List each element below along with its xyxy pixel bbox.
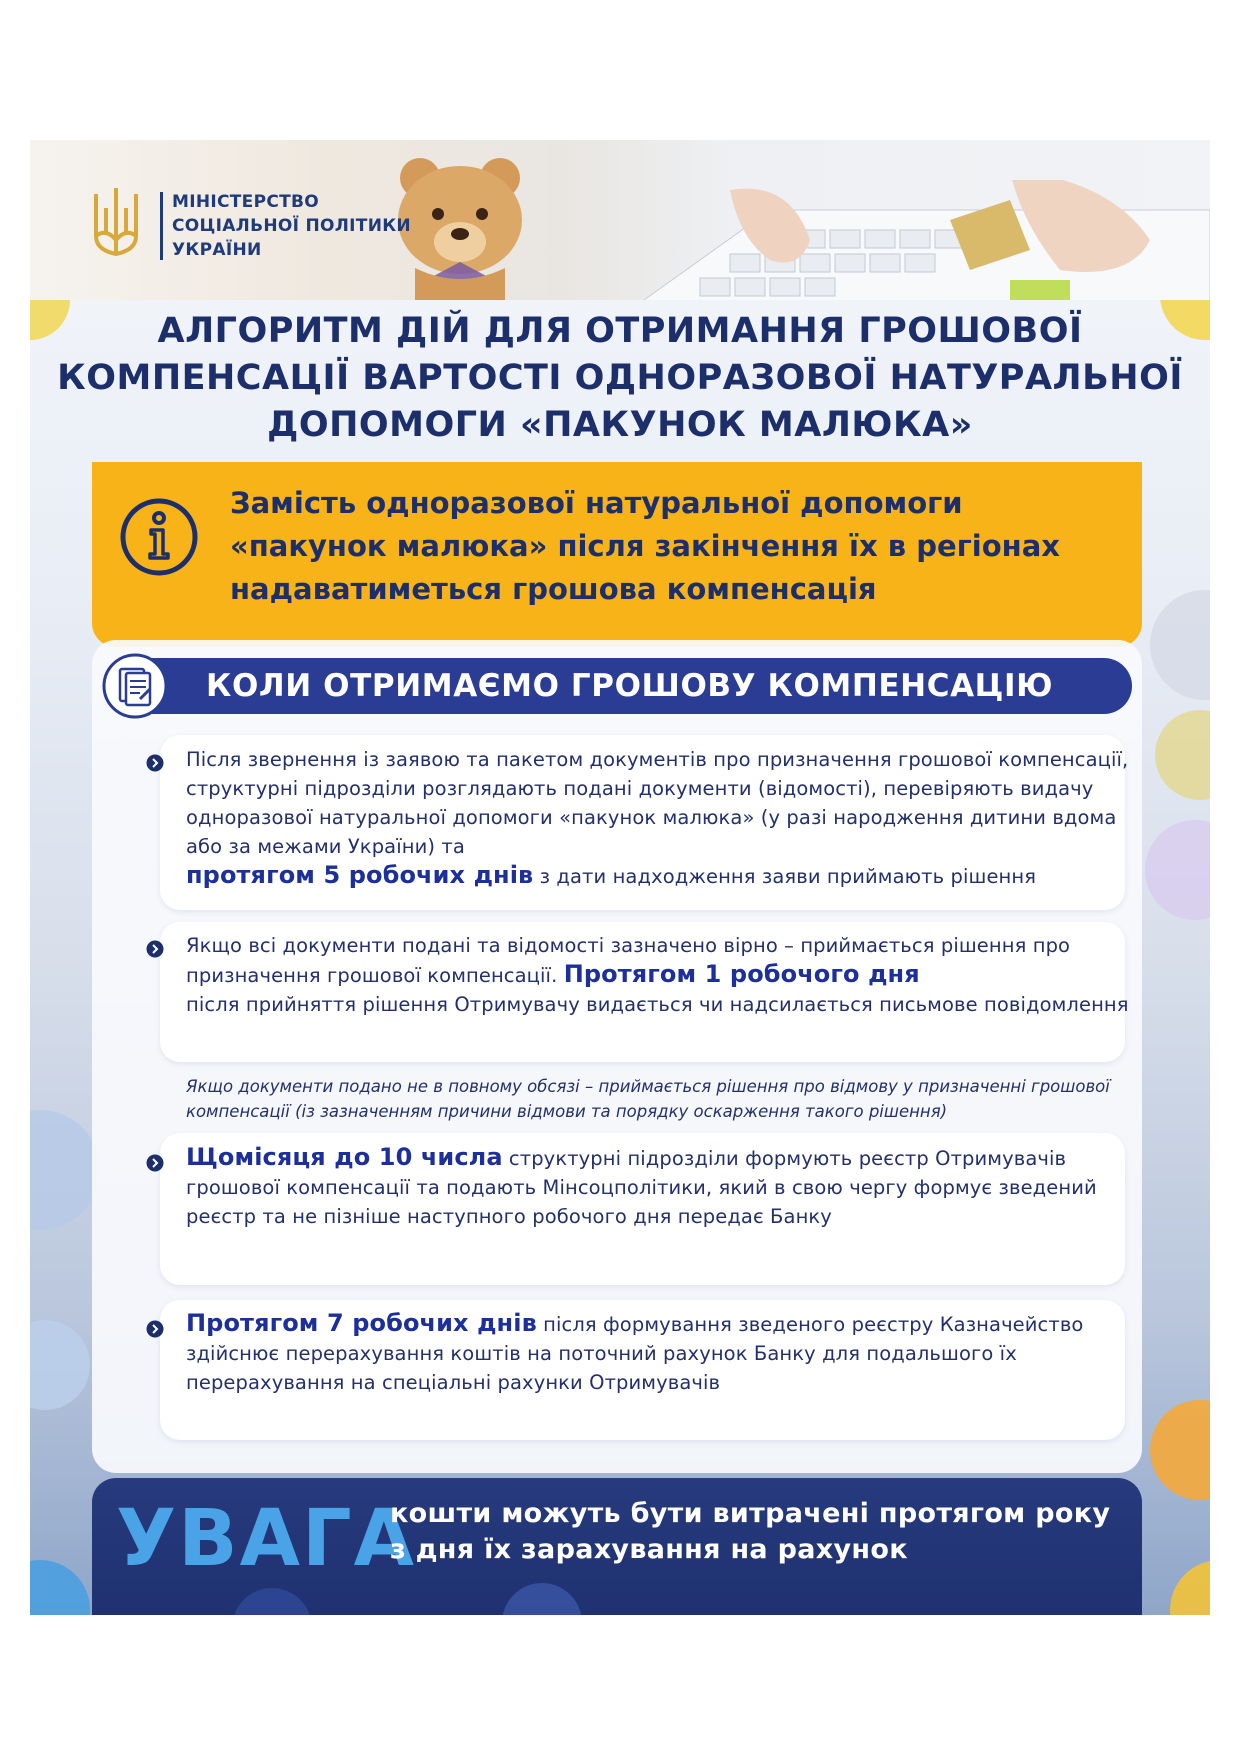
decor-circle <box>232 1588 312 1615</box>
title-line: КОМПЕНСАЦІЇ ВАРТОСТІ ОДНОРАЗОВОЇ НАТУРАЛЬНОЇ <box>57 358 1183 398</box>
attention-line: з дня їх зарахування на рахунок <box>390 1534 908 1565</box>
ministry-line: УКРАЇНИ <box>172 240 262 260</box>
info-icon <box>118 496 200 578</box>
step-emphasis: Протягом 1 робочого дня <box>563 960 920 988</box>
bullet-arrow-icon <box>146 1154 164 1172</box>
decor-circle <box>1155 710 1210 800</box>
step-emphasis: Протягом 7 робочих днів <box>186 1309 537 1337</box>
keyboard-icon <box>590 180 1210 300</box>
decor-circle <box>1170 1560 1210 1615</box>
info-line: надаватиметься грошова компенсація <box>230 572 877 606</box>
step-body: Якщо всі документи подані та відомості зазначено вірно – приймається рішення про призначення грошової компенсації. <box>186 934 1071 987</box>
bullet-arrow-icon <box>146 754 164 772</box>
info-text <box>230 482 1110 611</box>
decor-circle <box>502 1583 582 1615</box>
trident-icon <box>88 184 144 264</box>
step-text <box>186 745 1136 891</box>
attention-line: кошти можуть бути витрачені протягом року <box>390 1498 1111 1529</box>
info-banner <box>92 462 1142 647</box>
step-body: Після звернення із заявою та пакетом документів про призначення грошової компенсації, структурні підрозділи розглядають подані документи (відомості), перевіряють видачу одноразової натуральної допомоги «пакунок малюка» (у разі народження дитини вдома або за межами України) та <box>186 748 1129 858</box>
step-text <box>186 1309 1136 1397</box>
decor-circle <box>30 1560 90 1615</box>
step-body: з дати надходження заяви приймають рішення <box>533 865 1037 888</box>
title-line: ДОПОМОГИ «ПАКУНОК МАЛЮКА» <box>267 405 973 445</box>
title-line: АЛГОРИТМ ДІЙ ДЛЯ ОТРИМАННЯ ГРОШОВОЇ <box>157 311 1083 351</box>
refusal-note: Якщо документи подано не в повному обсязі – приймається рішення про відмову у призначенні грошової компенсації (із зазначенням причини відмови та порядку оскарження такого рішення) <box>186 1077 1110 1121</box>
section-heading-bar <box>106 658 1132 714</box>
decor-circle <box>1150 1400 1210 1500</box>
attention-label: УВАГА <box>116 1494 417 1584</box>
divider <box>160 192 163 260</box>
ministry-line: СОЦІАЛЬНОЇ ПОЛІТИКИ <box>172 216 411 236</box>
step-emphasis: Щомісяця до 10 числа <box>186 1143 503 1171</box>
decor-circle <box>30 1320 90 1410</box>
decor-circle <box>1145 820 1210 920</box>
info-line: Замість одноразової натуральної допомоги <box>230 486 963 520</box>
step-body: після прийняття рішення Отримувачу видається чи надсилається письмове повідомлення <box>186 993 1129 1016</box>
section-heading: КОЛИ ОТРИМАЄМО ГРОШОВУ КОМПЕНСАЦІЮ <box>206 668 1054 704</box>
step-emphasis: протягом 5 робочих днів <box>186 861 534 889</box>
step-text <box>186 1143 1136 1231</box>
decor-circle <box>1150 590 1210 700</box>
ministry-line: МІНІСТЕРСТВО <box>172 192 320 212</box>
bullet-arrow-icon <box>146 1320 164 1338</box>
page-title <box>30 308 1210 449</box>
decor-circle <box>30 1110 100 1230</box>
ministry-name <box>172 190 411 262</box>
step-text <box>186 931 1136 1019</box>
bullet-arrow-icon <box>146 940 164 958</box>
step-body: структурні підрозділи формують реєстр Отримувачів грошової компенсації та подають Мінсоцполітики, який в свою чергу формує зведений реєстр та не пізніше наступного робочого дня передає Банку <box>186 1147 1097 1228</box>
documents-icon <box>102 653 168 719</box>
poster <box>30 140 1210 1615</box>
header-photo <box>30 140 1210 300</box>
attention-footer <box>92 1478 1142 1615</box>
attention-text <box>390 1496 1130 1568</box>
info-line: «пакунок малюка» після закінчення їх в регіонах <box>230 529 1060 563</box>
step-body: після формування зведеного реєстру Казначейство здійснює перерахування коштів на поточний рахунок Банку для подальшого їх перерахування на спеціальні рахунки Отримувачів <box>186 1313 1084 1394</box>
